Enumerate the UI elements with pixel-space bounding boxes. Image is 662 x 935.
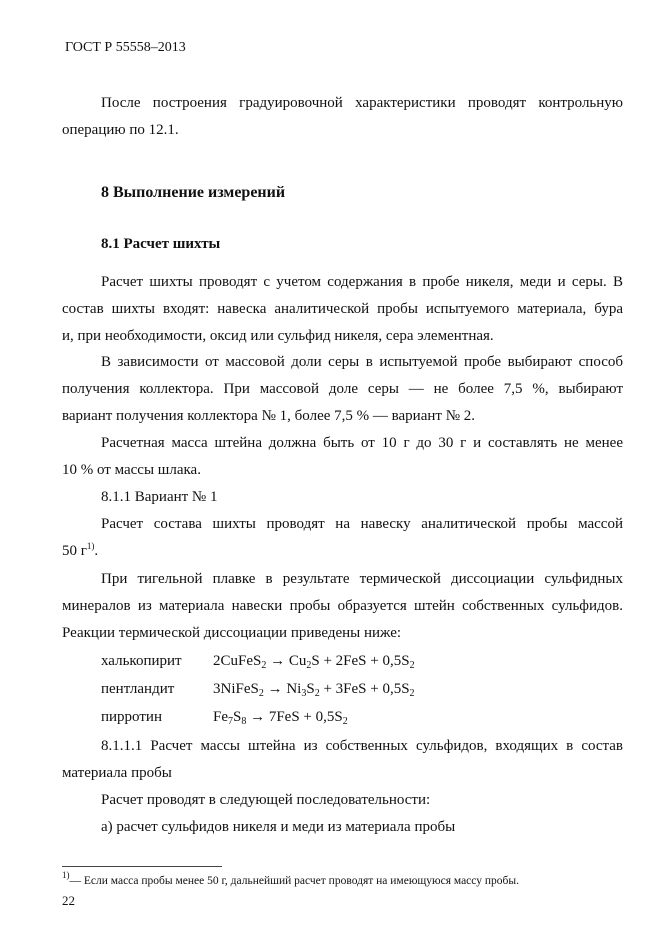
reaction-equation-pyrrhotite: $Fe_7S_8 \to 7FeS + 0,5S_2$ [213, 709, 348, 727]
paragraph-6-line-2: материала пробы [62, 765, 172, 781]
paragraph-1-line-2: состав шихты входят: навеска аналитической пробы испытуемого материала, бура [62, 301, 623, 317]
document-header: ГОСТ Р 55558–2013 [65, 40, 186, 55]
page-number: 22 [62, 893, 75, 908]
clause-8-1-1: 8.1.1 Вариант № 1 [101, 489, 218, 505]
paragraph-2-line-3: вариант получения коллектора № 1, более 7,5 % — вариант № 2. [62, 408, 476, 424]
reaction-equation-chalcopyrite: 2CuFeS$_2$ → $Cu_2S + 2FeS + 0,5S_2$ [213, 653, 415, 671]
paragraph-4-line-2 [62, 543, 98, 560]
mineral-name-pentlandite: пентландит [101, 681, 175, 697]
paragraph-8: а) расчет сульфидов никеля и меди из материала пробы [101, 819, 456, 835]
paragraph-1-line-3: и, при необходимости, оксид или сульфид никеля, сера элементная. [62, 328, 494, 344]
paragraph-6-line-1: 8.1.1.1 Расчет массы штейна из собственных сульфидов, входящих в состав [101, 738, 623, 754]
footnote-text: — Если масса пробы менее 50 г, дальнейший расчет проводят на имеющуюся массу пробы. [69, 875, 519, 887]
intro-line-2: операцию по 12.1. [62, 122, 179, 138]
paragraph-7: Расчет проводят в следующей последовательности: [101, 792, 431, 808]
footnote [62, 870, 519, 887]
subsection-title: 8.1 Расчет шихты [101, 236, 221, 252]
sample-mass-text: 50 г [62, 543, 87, 559]
paragraph-5-line-2: минералов из материала навески пробы образуется штейн собственных сульфидов. [62, 598, 623, 614]
paragraph-2-line-1: В зависимости от массовой доли серы в испытуемой пробе выбирают способ [101, 354, 623, 370]
sentence-end: . [94, 543, 99, 559]
paragraph-5-line-1: При тигельной плавке в результате термической диссоциации сульфидных [101, 571, 623, 587]
footnote-marker: 1) [62, 870, 70, 880]
mineral-name-chalcopyrite: халькопирит [101, 653, 182, 669]
mineral-name-pyrrhotite: пирротин [101, 709, 162, 725]
paragraph-5-line-3: Реакции термической диссоциации приведены ниже: [62, 625, 402, 641]
intro-line-1: После построения градуировочной характеристики проводят контрольную [101, 95, 623, 111]
reaction-equation-pentlandite: 3NiFeS$_2$ → $Ni_3S_2 + 3FeS + 0,5S_2$ [213, 681, 415, 699]
paragraph-4-line-1: Расчет состава шихты проводят на навеску аналитической пробы массой [101, 516, 623, 532]
footnote-divider [62, 866, 222, 867]
paragraph-3-line-1: Расчетная масса штейна должна быть от 10 г до 30 г и составлять не менее [101, 435, 623, 451]
paragraph-1-line-1: Расчет шихты проводят с учетом содержания в пробе никеля, меди и серы. В [101, 274, 623, 290]
paragraph-2-line-2: получения коллектора. При массовой доле серы — не более 7,5 %, выбирают [62, 381, 623, 397]
footnote-reference: 1) [86, 541, 95, 551]
paragraph-3-line-2: 10 % от массы шлака. [62, 462, 201, 478]
section-title: 8 Выполнение измерений [101, 184, 286, 201]
